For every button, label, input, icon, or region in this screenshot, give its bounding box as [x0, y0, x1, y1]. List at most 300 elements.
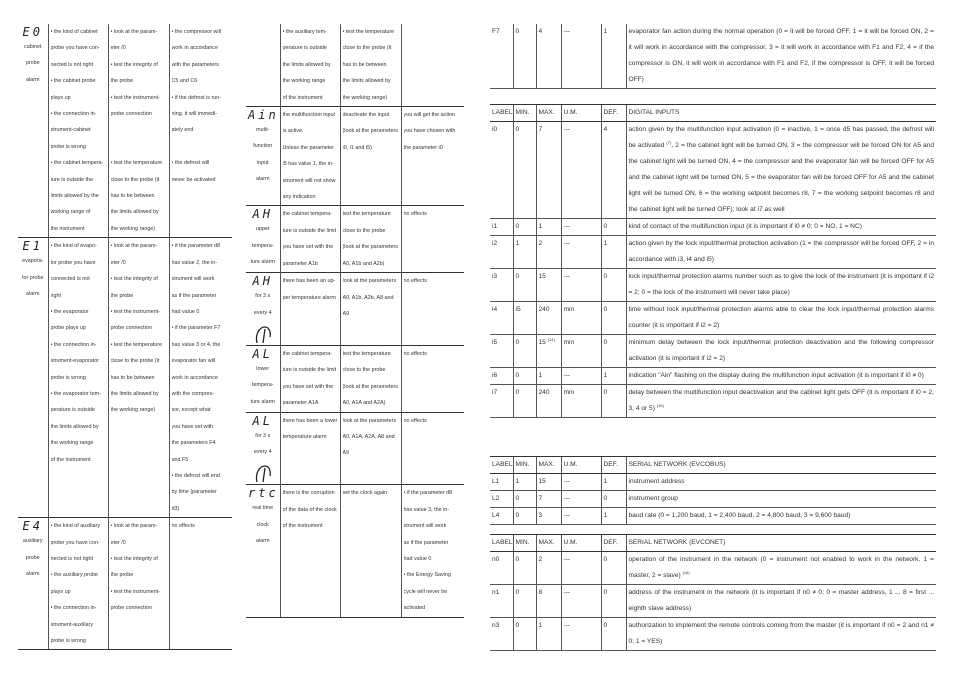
text-line: [404, 290, 463, 306]
text-line: test the temperature: [342, 211, 391, 218]
text-line: [172, 188, 231, 204]
text-line: • if the parameter d8: [403, 490, 453, 497]
alarm-causes-cell: [48, 238, 108, 518]
text-line: (look at the parameters: [342, 244, 398, 251]
buzzer-dial-icon: [254, 323, 272, 345]
alarm-row: [246, 107, 464, 206]
text-line: the working range): [342, 94, 388, 101]
text-line: [404, 445, 463, 461]
text-line: Unless the parameter: [282, 144, 335, 151]
text-line: strument-auxiliary: [50, 621, 94, 628]
parameter-row: [490, 368, 936, 385]
text-line: ture is outside the limit: [282, 367, 337, 374]
param-um: min: [561, 302, 601, 335]
text-line: the limits allowed by: [110, 209, 159, 216]
param-um: ---: [561, 269, 601, 302]
text-line: [404, 379, 463, 395]
param-description: action given by the lock input/thermal protection activation (1 = the compressor will be forced OFF, 2 = in accordance with i3, i4 and i5): [626, 236, 936, 269]
text-line: the limits allowed by: [342, 78, 391, 85]
parameter-table-header: [490, 105, 936, 122]
alarm-solutions-cell: [340, 273, 401, 346]
text-line: [404, 306, 463, 322]
alarm-code-cell: [246, 485, 280, 617]
parameter-row: [490, 335, 936, 368]
header-label: LABEL: [490, 535, 513, 552]
text-line: strument will not show: [282, 177, 336, 184]
text-line: the working range: [50, 440, 94, 447]
text-line: • the connection in-: [50, 605, 97, 612]
text-line: probe is wrong: [50, 143, 86, 150]
alarm-effects-cell: [401, 24, 464, 107]
param-description: operation of the instrument in the network (0 = instrument not enabled to work in the network, 1 = master, 2 = slave) $^{(16)}$: [626, 552, 936, 585]
text-line: • the auxiliary probe: [50, 572, 98, 579]
text-line: ture is outside the limit: [282, 227, 337, 234]
param-min: 0: [513, 24, 536, 89]
text-line: [283, 535, 338, 551]
text-line: strument will work: [403, 523, 447, 530]
text-line: [283, 445, 338, 461]
text-line: [404, 462, 463, 478]
text-line: the parameters F4: [171, 440, 216, 447]
param-um: ---: [561, 491, 601, 508]
text-line: [404, 429, 463, 445]
param-description: kind of contact of the multifunction input (it is important if i0 ≠ 0; 0 = NO, 1 = NC): [626, 219, 936, 236]
alarm-code-cell: [246, 24, 280, 107]
alarm-solutions-cell: [340, 412, 401, 485]
param-description: instrument group: [626, 491, 936, 508]
param-min: 0: [513, 122, 536, 219]
text-line: A0, A1b and A2b): [342, 260, 385, 267]
alarm-code-label: for 3 s: [255, 293, 271, 300]
text-line: (look at the parameters: [342, 128, 398, 135]
text-line: [404, 395, 463, 411]
text-line: probe you have con-: [50, 539, 100, 546]
text-line: perature is outside: [282, 45, 327, 52]
alarm-code-label: probe: [25, 554, 40, 561]
header-def: DEF.: [601, 105, 626, 122]
text-line: [283, 567, 338, 583]
text-line: [343, 518, 399, 534]
param-um: ---: [561, 236, 601, 269]
param-max: 15 $^{(14)}$: [536, 335, 561, 368]
text-line: • look at the param-: [110, 29, 158, 35]
text-line: no effects: [403, 417, 427, 424]
param-min: 1: [513, 236, 536, 269]
text-line: probe connection: [110, 325, 152, 332]
alarm-code-label: alarm: [26, 291, 40, 298]
parameter-row: [490, 385, 936, 418]
text-line: parameter A1A: [282, 400, 319, 407]
param-min: 0: [513, 385, 536, 418]
text-line: close to the probe (it: [110, 358, 160, 365]
alarm-code-label: lower: [256, 365, 270, 372]
text-line: [404, 40, 463, 56]
alarm-code-label: ture alarm: [250, 259, 275, 266]
param-label: i4: [490, 302, 513, 335]
param-min: 0: [513, 491, 536, 508]
text-line: [172, 204, 231, 220]
text-line: [404, 189, 463, 205]
text-line: has value 3 or 4, the: [171, 341, 221, 348]
parameter-table: [490, 104, 936, 418]
alarm-effects-cell: [169, 238, 232, 518]
header-min: MIN.: [513, 457, 536, 474]
param-min: 1: [513, 474, 536, 491]
param-max: 4: [536, 24, 561, 89]
text-line: of the instrument: [50, 456, 91, 463]
text-line: [404, 322, 463, 338]
text-line: plays up: [50, 94, 71, 101]
text-line: • test the temperature: [342, 29, 395, 35]
alarm-solutions-cell: [108, 238, 169, 518]
alarm-solutions-cell: [340, 206, 401, 273]
text-line: [343, 551, 399, 567]
param-max: 3: [536, 508, 561, 525]
text-line: • the Energy Saving: [403, 572, 451, 579]
param-max: 15: [536, 269, 561, 302]
alarm-code-display: AL: [252, 413, 273, 428]
text-line: strument-evaporator: [50, 358, 100, 365]
param-def: 0: [601, 219, 626, 236]
text-line: [404, 57, 463, 73]
text-line: • the defrost will end: [171, 472, 220, 479]
alarm-row: [246, 345, 464, 412]
alarm-row: [246, 206, 464, 273]
text-line: [404, 256, 463, 272]
text-line: [111, 633, 167, 649]
alarm-code-label: every 4: [253, 448, 272, 455]
text-line: cycle will never be: [403, 588, 448, 595]
text-line: temperature alarm: [282, 433, 327, 440]
parameter-row: [490, 474, 936, 491]
header-max: MAX.: [536, 535, 561, 552]
text-line: • test the instrument-: [110, 588, 161, 595]
param-def: 0: [601, 491, 626, 508]
footnote-marker: (7): [666, 139, 672, 145]
text-line: • the kind of evapo-: [50, 243, 97, 250]
header-min: MIN.: [513, 535, 536, 552]
text-line: • the cabinet probe: [50, 78, 96, 85]
text-line: the limits allowed by: [110, 390, 159, 397]
alarm-solutions-cell: [340, 24, 401, 107]
alarm-solutions-cell: [108, 24, 169, 238]
text-line: d3): [171, 505, 180, 512]
alarm-solutions-cell: [108, 518, 169, 650]
text-line: tor probe you have: [50, 259, 96, 266]
param-max: 2: [536, 552, 561, 585]
text-line: the cabinet tempera-: [282, 350, 332, 357]
parameter-table: [490, 24, 936, 89]
param-min: 0: [513, 269, 536, 302]
alarm-causes-cell: [48, 24, 108, 238]
text-line: • test the integrity of: [110, 276, 158, 283]
alarm-causes-cell: [280, 24, 340, 107]
param-label: L1: [490, 474, 513, 491]
text-line: [343, 462, 399, 478]
parameter-row: [490, 236, 936, 269]
text-line: has value 2, the in-: [171, 259, 218, 266]
param-um: ---: [561, 618, 601, 651]
parameter-row: [490, 552, 936, 585]
parameter-row: [490, 491, 936, 508]
alarm-effects-cell: [401, 206, 464, 273]
text-line: [172, 139, 231, 155]
text-line: you have set with the: [282, 244, 334, 251]
text-line: A9: [342, 310, 350, 317]
text-line: has value 3, the in-: [403, 506, 450, 513]
param-label: L2: [490, 491, 513, 508]
text-line: eter /0: [110, 45, 126, 52]
param-description: address of the instrument in the network (it is important if n0 ≠ 0; 0 = master address, 1 ... 8 = first ... eighth slave address): [626, 585, 936, 618]
text-line: [343, 322, 399, 338]
text-line: the instrument: [50, 225, 85, 232]
parameter-row: [490, 269, 936, 302]
text-line: the multifunction input: [282, 112, 335, 119]
alarm-effects-cell: [169, 518, 232, 650]
text-line: probe is wrong: [50, 638, 86, 645]
param-label: i5: [490, 335, 513, 368]
text-line: perature is outside: [50, 407, 95, 414]
text-line: the limits allowed by: [282, 61, 331, 68]
text-line: probe is wrong: [50, 374, 86, 381]
alarm-code-display: E4: [22, 519, 43, 534]
text-line: eter /0: [110, 259, 126, 266]
alarm-effects-cell: [401, 412, 464, 485]
header-um: U.M.: [561, 535, 601, 552]
text-line: [404, 223, 463, 239]
text-line: there is the corruption: [282, 490, 335, 497]
text-line: of the instrument: [282, 523, 323, 530]
text-line: [283, 306, 338, 322]
parameter-row: [490, 585, 936, 618]
text-line: [283, 584, 338, 600]
text-line: the cabinet tempera-: [282, 211, 332, 218]
text-line: you have chosen with: [403, 128, 456, 135]
parameter-table: [490, 534, 936, 651]
param-description: time without lock input/thermal protection alarms able to clear the lock input/thermal protection alarms counter (it is important if i2 = 2): [626, 302, 936, 335]
text-line: the probe: [110, 78, 134, 85]
text-line: • the evaporator: [50, 308, 89, 315]
text-line: [343, 502, 399, 518]
text-line: set the clock again: [342, 490, 388, 497]
parameter-row: [490, 508, 936, 525]
text-line: [111, 452, 167, 468]
text-line: nected is not right: [50, 61, 94, 68]
footnote-marker: (15): [656, 402, 664, 408]
text-line: • the kind of auxiliary: [50, 523, 101, 530]
alarm-solutions-cell: [340, 107, 401, 206]
alarm-code-display: AH: [252, 207, 273, 222]
text-line: look at the parameters: [342, 278, 397, 285]
parameter-table-header: [490, 457, 936, 474]
param-min: 0: [513, 618, 536, 651]
text-line: no effects: [171, 523, 195, 530]
text-line: strument-cabinet: [50, 127, 91, 134]
text-line: [404, 24, 463, 40]
text-line: probe plays up: [50, 325, 86, 332]
param-def: 0: [601, 618, 626, 651]
parameter-row: [490, 219, 936, 236]
text-line: • look at the param-: [110, 243, 158, 250]
text-line: close to the probe: [342, 227, 386, 234]
param-label: n1: [490, 585, 513, 618]
param-max: 1: [536, 219, 561, 236]
param-min: 0: [513, 508, 536, 525]
alarm-effects-cell: [401, 107, 464, 206]
param-def: 4: [601, 122, 626, 219]
param-description: evaporator fan action during the normal operation (0 = it will be forced OFF, 1 = it will be forced ON, 2 = it will work in accordance with the compressor, 3 = it will work in accordance with F1 and F2, 4 = if the compressor is ON, it will work in accordance with F1 and F2, if the compressor is OFF, it will be forced OFF): [626, 24, 936, 89]
param-um: ---: [561, 585, 601, 618]
param-def: 0: [601, 552, 626, 585]
text-line: [111, 122, 167, 138]
alarm-causes-cell: [280, 107, 340, 206]
text-line: with the compres-: [171, 390, 215, 397]
text-line: • test the temperature: [110, 160, 163, 167]
param-max: 7: [536, 491, 561, 508]
alarm-code-label: clock: [256, 521, 269, 528]
header-title: SERIAL NETWORK (EVCOBUS): [626, 457, 936, 474]
text-line: deactivate the input: [342, 112, 390, 119]
text-line: A0, A1A, A2A, A8 and: [342, 433, 395, 440]
text-line: A0, A1A and A2A): [342, 400, 386, 407]
alarm-solutions-cell: [340, 345, 401, 412]
text-line: of the data of the clock: [282, 506, 337, 513]
alarm-code-label: multi-: [256, 127, 270, 134]
text-line: has to be between: [342, 61, 387, 68]
param-description: authorization to implement the remote controls coming from the master (it is important if n0 = 2 and n1 ≠ 0; 1 = YES): [626, 618, 936, 651]
param-def: 0: [601, 385, 626, 418]
text-line: and F5: [171, 456, 189, 463]
text-line: [343, 173, 399, 189]
text-line: [172, 633, 231, 649]
alarm-code-label: alarm: [26, 571, 40, 577]
text-line: is active.: [282, 128, 304, 135]
param-def: 1: [601, 24, 626, 89]
text-line: the working range): [110, 225, 156, 232]
text-line: [283, 551, 338, 567]
alarm-causes-cell: [280, 345, 340, 412]
param-um: min: [561, 385, 601, 418]
text-line: nected is not right: [50, 556, 94, 562]
alarm-code-display: E0: [22, 25, 43, 39]
text-line: [343, 535, 399, 551]
text-line: you have set with: [171, 423, 214, 430]
param-label: i3: [490, 269, 513, 302]
alarm-code-cell: [246, 345, 280, 412]
alarm-code-label: probe: [25, 60, 40, 67]
parameter-table: [490, 456, 936, 525]
text-line: [172, 567, 231, 583]
param-def: 0: [601, 302, 626, 335]
alarm-code-display: AL: [252, 346, 273, 361]
header-max: MAX.: [536, 457, 561, 474]
text-line: [343, 584, 399, 600]
text-line: close to the probe: [342, 367, 386, 374]
text-line: no effects: [403, 211, 427, 218]
text-line: ture is outside the: [50, 176, 94, 183]
param-description: instrument address: [626, 474, 936, 491]
alarm-code-display: rtc: [248, 486, 279, 501]
text-line: the probe: [110, 572, 134, 579]
text-line: with the parameters: [171, 61, 219, 68]
text-line: no effects: [403, 278, 427, 285]
text-line: ately end: [171, 127, 194, 134]
alarm-code-label: alarm: [256, 538, 270, 545]
param-max: 7: [536, 122, 561, 219]
text-line: plays up: [50, 588, 71, 595]
text-line: [404, 173, 463, 189]
text-line: activated: [403, 605, 426, 612]
text-line: the parameter i0: [403, 144, 443, 151]
text-line: of the instrument: [282, 94, 323, 101]
param-description: minimum delay between the lock input/thermal protection deactivation and the following compressor activation (it is important if i2 = 2): [626, 335, 936, 368]
text-line: connected is not: [50, 276, 90, 283]
alarm-code-label: alarm: [26, 76, 40, 83]
param-label: i0: [490, 122, 513, 219]
param-label: F7: [490, 24, 513, 89]
param-um: ---: [561, 508, 601, 525]
alarm-row: [18, 238, 232, 518]
param-description: delay between the multifunction input deactivation and the cabinet light gets OFF (it is important if i0 = 2, 3, 4 or 5) $^{(15)}$: [626, 385, 936, 418]
text-line: ning, it will immedi-: [171, 111, 218, 118]
alarm-code-cell: [18, 24, 48, 238]
alarm-row: [246, 485, 464, 617]
param-def: 0: [601, 269, 626, 302]
parameter-row: [490, 122, 936, 219]
text-line: C5 and C6: [171, 78, 198, 85]
text-line: evaporator fan will: [171, 358, 216, 365]
text-line: never be activated: [171, 176, 216, 183]
alarm-causes-cell: [280, 273, 340, 346]
buzzer-dial-icon: [254, 462, 272, 484]
header-um: U.M.: [561, 105, 601, 122]
alarm-code-label: cabinet: [24, 44, 42, 50]
alarm-code-label: evapora-: [22, 258, 44, 265]
text-line: limits allowed by the: [50, 193, 99, 200]
parameter-row: [490, 302, 936, 335]
text-line: test the temperature: [342, 350, 391, 357]
text-line: • test the temperature: [110, 341, 163, 348]
text-line: probe connection: [110, 605, 152, 612]
text-line: [283, 462, 338, 478]
alarm-code-cell: [18, 238, 48, 518]
text-line: • if the parameter F7: [171, 325, 221, 332]
text-line: • the kind of cabinet: [50, 29, 98, 35]
text-line: [111, 139, 167, 155]
text-line: • the connection in-: [50, 111, 97, 118]
param-min: 0: [513, 219, 536, 236]
alarm-code-cell: [246, 107, 280, 206]
param-um: ---: [561, 122, 601, 219]
param-def: 1: [601, 368, 626, 385]
text-line: [172, 584, 231, 600]
param-description: baud rate (0 = 1,200 baud, 1 = 2,400 baud, 2 = 4,800 baud, 3 = 9,600 baud): [626, 508, 936, 525]
param-label: n0: [490, 552, 513, 585]
alarm-code-label: input: [256, 159, 269, 166]
param-min: i5: [513, 302, 536, 335]
text-line: • the connection in-: [50, 341, 97, 348]
param-max: 8: [536, 585, 561, 618]
text-line: • the auxiliary tem-: [282, 29, 327, 35]
param-description: indication "Ain" flashing on the display during the multifunction input activation (it is important if i0 ≠ 0): [626, 368, 936, 385]
alarm-code-display: Ain: [248, 108, 279, 123]
alarm-code-cell: [18, 518, 48, 650]
param-label: i6: [490, 368, 513, 385]
text-line: has to be between: [110, 374, 155, 381]
param-max: 240: [536, 385, 561, 418]
text-line: i0, i1 and i5): [342, 144, 372, 151]
alarm-code-label: every 4: [253, 309, 272, 316]
